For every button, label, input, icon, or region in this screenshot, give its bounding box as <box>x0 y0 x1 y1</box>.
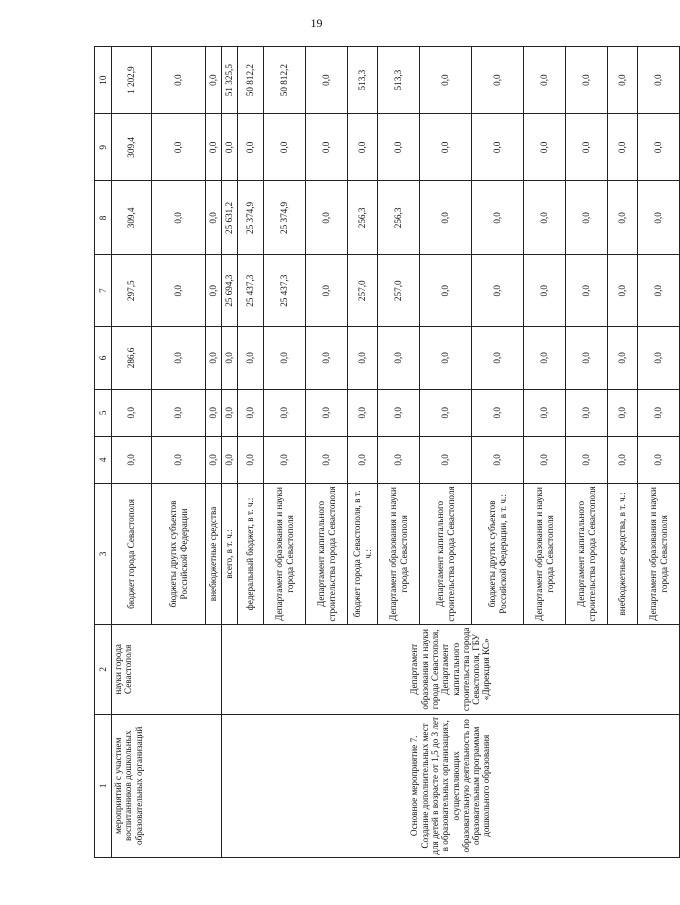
header-cell: 6 <box>95 327 112 390</box>
value-cell: 0,0 <box>348 114 378 181</box>
source-cell: Департамент капитального строительства города Севастополя <box>306 483 348 624</box>
value-cell: 0,0 <box>238 114 264 181</box>
source-cell: федеральный бюджет, в т. ч.: <box>238 483 264 624</box>
source-cell: Департамент образования и науки города Севастополя <box>638 483 680 624</box>
value-cell: 0,0 <box>524 47 566 114</box>
header-cell: 5 <box>95 389 112 436</box>
source-cell: Департамент образования и науки города Севастополя <box>378 483 420 624</box>
value-cell: 0,0 <box>238 327 264 390</box>
value-cell: 0,0 <box>206 389 222 436</box>
value-cell: 0,0 <box>206 114 222 181</box>
source-cell: бюджеты других субъектов Российской Федерации, в т. ч.: <box>472 483 524 624</box>
source-cell: внебюджетные средства, в т. ч.: <box>608 483 638 624</box>
source-cell: внебюджетные средства <box>206 483 222 624</box>
value-cell: 0,0 <box>608 436 638 483</box>
value-cell: 0,0 <box>152 114 206 181</box>
value-cell: 256,3 <box>348 181 378 255</box>
executor-cell: Департамент образования и науки города Севастополя, Департамент капитального строительства города Севастополя, ГБУ «Дирекция КС» <box>222 625 680 715</box>
value-cell: 50 812,2 <box>238 47 264 114</box>
value-cell: 0,0 <box>152 181 206 255</box>
value-cell: 0,0 <box>264 114 306 181</box>
measure-cell: Основное мероприятие 7. Создание дополнительных мест для детей в возрасте от 1,5 до 3 лет в образовательных организациях, осуществляющих образовательную деятельность по образовательным программам дошкольного образования <box>222 714 680 857</box>
value-cell: 0,0 <box>420 327 472 390</box>
value-cell: 0,0 <box>472 47 524 114</box>
value-cell: 0,0 <box>638 389 680 436</box>
value-cell: 0,0 <box>222 114 238 181</box>
value-cell: 0,0 <box>524 436 566 483</box>
value-cell: 0,0 <box>524 255 566 327</box>
value-cell: 0,0 <box>378 114 420 181</box>
page-number: 19 <box>310 16 323 30</box>
value-cell: 0,0 <box>638 181 680 255</box>
value-cell: 297,5 <box>112 255 152 327</box>
value-cell: 0,0 <box>306 389 348 436</box>
value-cell: 0,0 <box>152 327 206 390</box>
value-cell: 309,4 <box>112 181 152 255</box>
source-cell: Департамент капитального строительства города Севастополя <box>566 483 608 624</box>
value-cell: 0,0 <box>638 47 680 114</box>
value-cell: 25 631,2 <box>222 181 238 255</box>
value-cell: 513,3 <box>378 47 420 114</box>
value-cell: 0,0 <box>608 389 638 436</box>
value-cell: 25 374,9 <box>264 181 306 255</box>
header-cell: 1 <box>95 714 112 857</box>
header-cell: 4 <box>95 436 112 483</box>
header-cell: 3 <box>95 483 112 624</box>
value-cell: 0,0 <box>206 181 222 255</box>
value-cell: 0,0 <box>566 255 608 327</box>
header-cell: 10 <box>95 47 112 114</box>
value-cell: 1 202,9 <box>112 47 152 114</box>
value-cell: 0,0 <box>420 389 472 436</box>
source-cell: бюджет города Севастополя, в т. ч.: <box>348 483 378 624</box>
value-cell: 0,0 <box>264 436 306 483</box>
value-cell: 0,0 <box>222 389 238 436</box>
value-cell: 0,0 <box>206 327 222 390</box>
value-cell: 0,0 <box>472 327 524 390</box>
value-cell: 0,0 <box>206 47 222 114</box>
value-cell: 0,0 <box>420 255 472 327</box>
table-row <box>222 47 238 858</box>
header-cell: 9 <box>95 114 112 181</box>
value-cell: 0,0 <box>566 436 608 483</box>
header-cell: 2 <box>95 625 112 715</box>
value-cell: 25 437,3 <box>264 255 306 327</box>
value-cell: 0,0 <box>238 436 264 483</box>
value-cell: 0,0 <box>306 436 348 483</box>
value-cell: 0,0 <box>524 181 566 255</box>
value-cell: 257,0 <box>378 255 420 327</box>
value-cell: 513,3 <box>348 47 378 114</box>
value-cell: 0,0 <box>222 436 238 483</box>
value-cell: 0,0 <box>608 327 638 390</box>
value-cell: 0,0 <box>566 181 608 255</box>
table-row <box>112 47 152 858</box>
value-cell: 0,0 <box>524 327 566 390</box>
value-cell: 0,0 <box>524 389 566 436</box>
value-cell: 51 325,5 <box>222 47 238 114</box>
value-cell: 0,0 <box>420 47 472 114</box>
value-cell: 0,0 <box>306 114 348 181</box>
source-cell: бюджеты других субъектов Российской Федерации <box>152 483 206 624</box>
value-cell: 0,0 <box>472 114 524 181</box>
value-cell: 0,0 <box>566 327 608 390</box>
value-cell: 0,0 <box>378 436 420 483</box>
value-cell: 0,0 <box>112 436 152 483</box>
value-cell: 0,0 <box>608 114 638 181</box>
value-cell: 0,0 <box>222 327 238 390</box>
value-cell: 0,0 <box>638 436 680 483</box>
executor-cell: науки города Севастополя <box>112 625 222 715</box>
header-cell: 7 <box>95 255 112 327</box>
value-cell: 0,0 <box>306 47 348 114</box>
value-cell: 25 437,3 <box>238 255 264 327</box>
value-cell: 0,0 <box>638 255 680 327</box>
value-cell: 0,0 <box>152 436 206 483</box>
measure-cell: мероприятий с участием воспитанников дошкольных образовательных организаций <box>112 714 222 857</box>
header-cell: 8 <box>95 181 112 255</box>
rotated-table-container <box>94 46 669 858</box>
value-cell: 0,0 <box>420 181 472 255</box>
value-cell: 256,3 <box>378 181 420 255</box>
value-cell: 0,0 <box>306 327 348 390</box>
value-cell: 0,0 <box>152 47 206 114</box>
value-cell: 0,0 <box>472 436 524 483</box>
value-cell: 0,0 <box>348 436 378 483</box>
value-cell: 286,6 <box>112 327 152 390</box>
value-cell: 0,0 <box>472 181 524 255</box>
value-cell: 0,0 <box>608 255 638 327</box>
source-cell: бюджет города Севастополя <box>112 483 152 624</box>
value-cell: 0,0 <box>348 389 378 436</box>
value-cell: 0,0 <box>638 327 680 390</box>
source-cell: Департамент образования и науки города Севастополя <box>264 483 306 624</box>
value-cell: 0,0 <box>306 255 348 327</box>
rotated-table-area <box>94 46 669 858</box>
value-cell: 0,0 <box>608 47 638 114</box>
value-cell: 0,0 <box>112 389 152 436</box>
value-cell: 257,0 <box>348 255 378 327</box>
source-cell: Департамент капитального строительства города Севастополя <box>420 483 472 624</box>
value-cell: 0,0 <box>264 389 306 436</box>
value-cell: 0,0 <box>420 436 472 483</box>
value-cell: 0,0 <box>152 255 206 327</box>
value-cell: 0,0 <box>472 255 524 327</box>
value-cell: 0,0 <box>206 436 222 483</box>
source-cell: всего, в т. ч.: <box>222 483 238 624</box>
value-cell: 0,0 <box>566 389 608 436</box>
value-cell: 0,0 <box>264 327 306 390</box>
value-cell: 0,0 <box>566 114 608 181</box>
value-cell: 0,0 <box>566 47 608 114</box>
value-cell: 25 374,9 <box>238 181 264 255</box>
value-cell: 0,0 <box>608 181 638 255</box>
value-cell: 0,0 <box>524 114 566 181</box>
source-cell: Департамент образования и науки города Севастополя <box>524 483 566 624</box>
value-cell: 0,0 <box>306 181 348 255</box>
value-cell: 0,0 <box>378 389 420 436</box>
value-cell: 0,0 <box>206 255 222 327</box>
value-cell: 309,4 <box>112 114 152 181</box>
value-cell: 0,0 <box>420 114 472 181</box>
value-cell: 0,0 <box>472 389 524 436</box>
value-cell: 0,0 <box>238 389 264 436</box>
header-row <box>95 47 112 858</box>
value-cell: 0,0 <box>152 389 206 436</box>
budget-table <box>94 46 680 858</box>
value-cell: 0,0 <box>378 327 420 390</box>
value-cell: 50 812,2 <box>264 47 306 114</box>
value-cell: 0,0 <box>638 114 680 181</box>
value-cell: 25 694,3 <box>222 255 238 327</box>
value-cell: 0,0 <box>348 327 378 390</box>
